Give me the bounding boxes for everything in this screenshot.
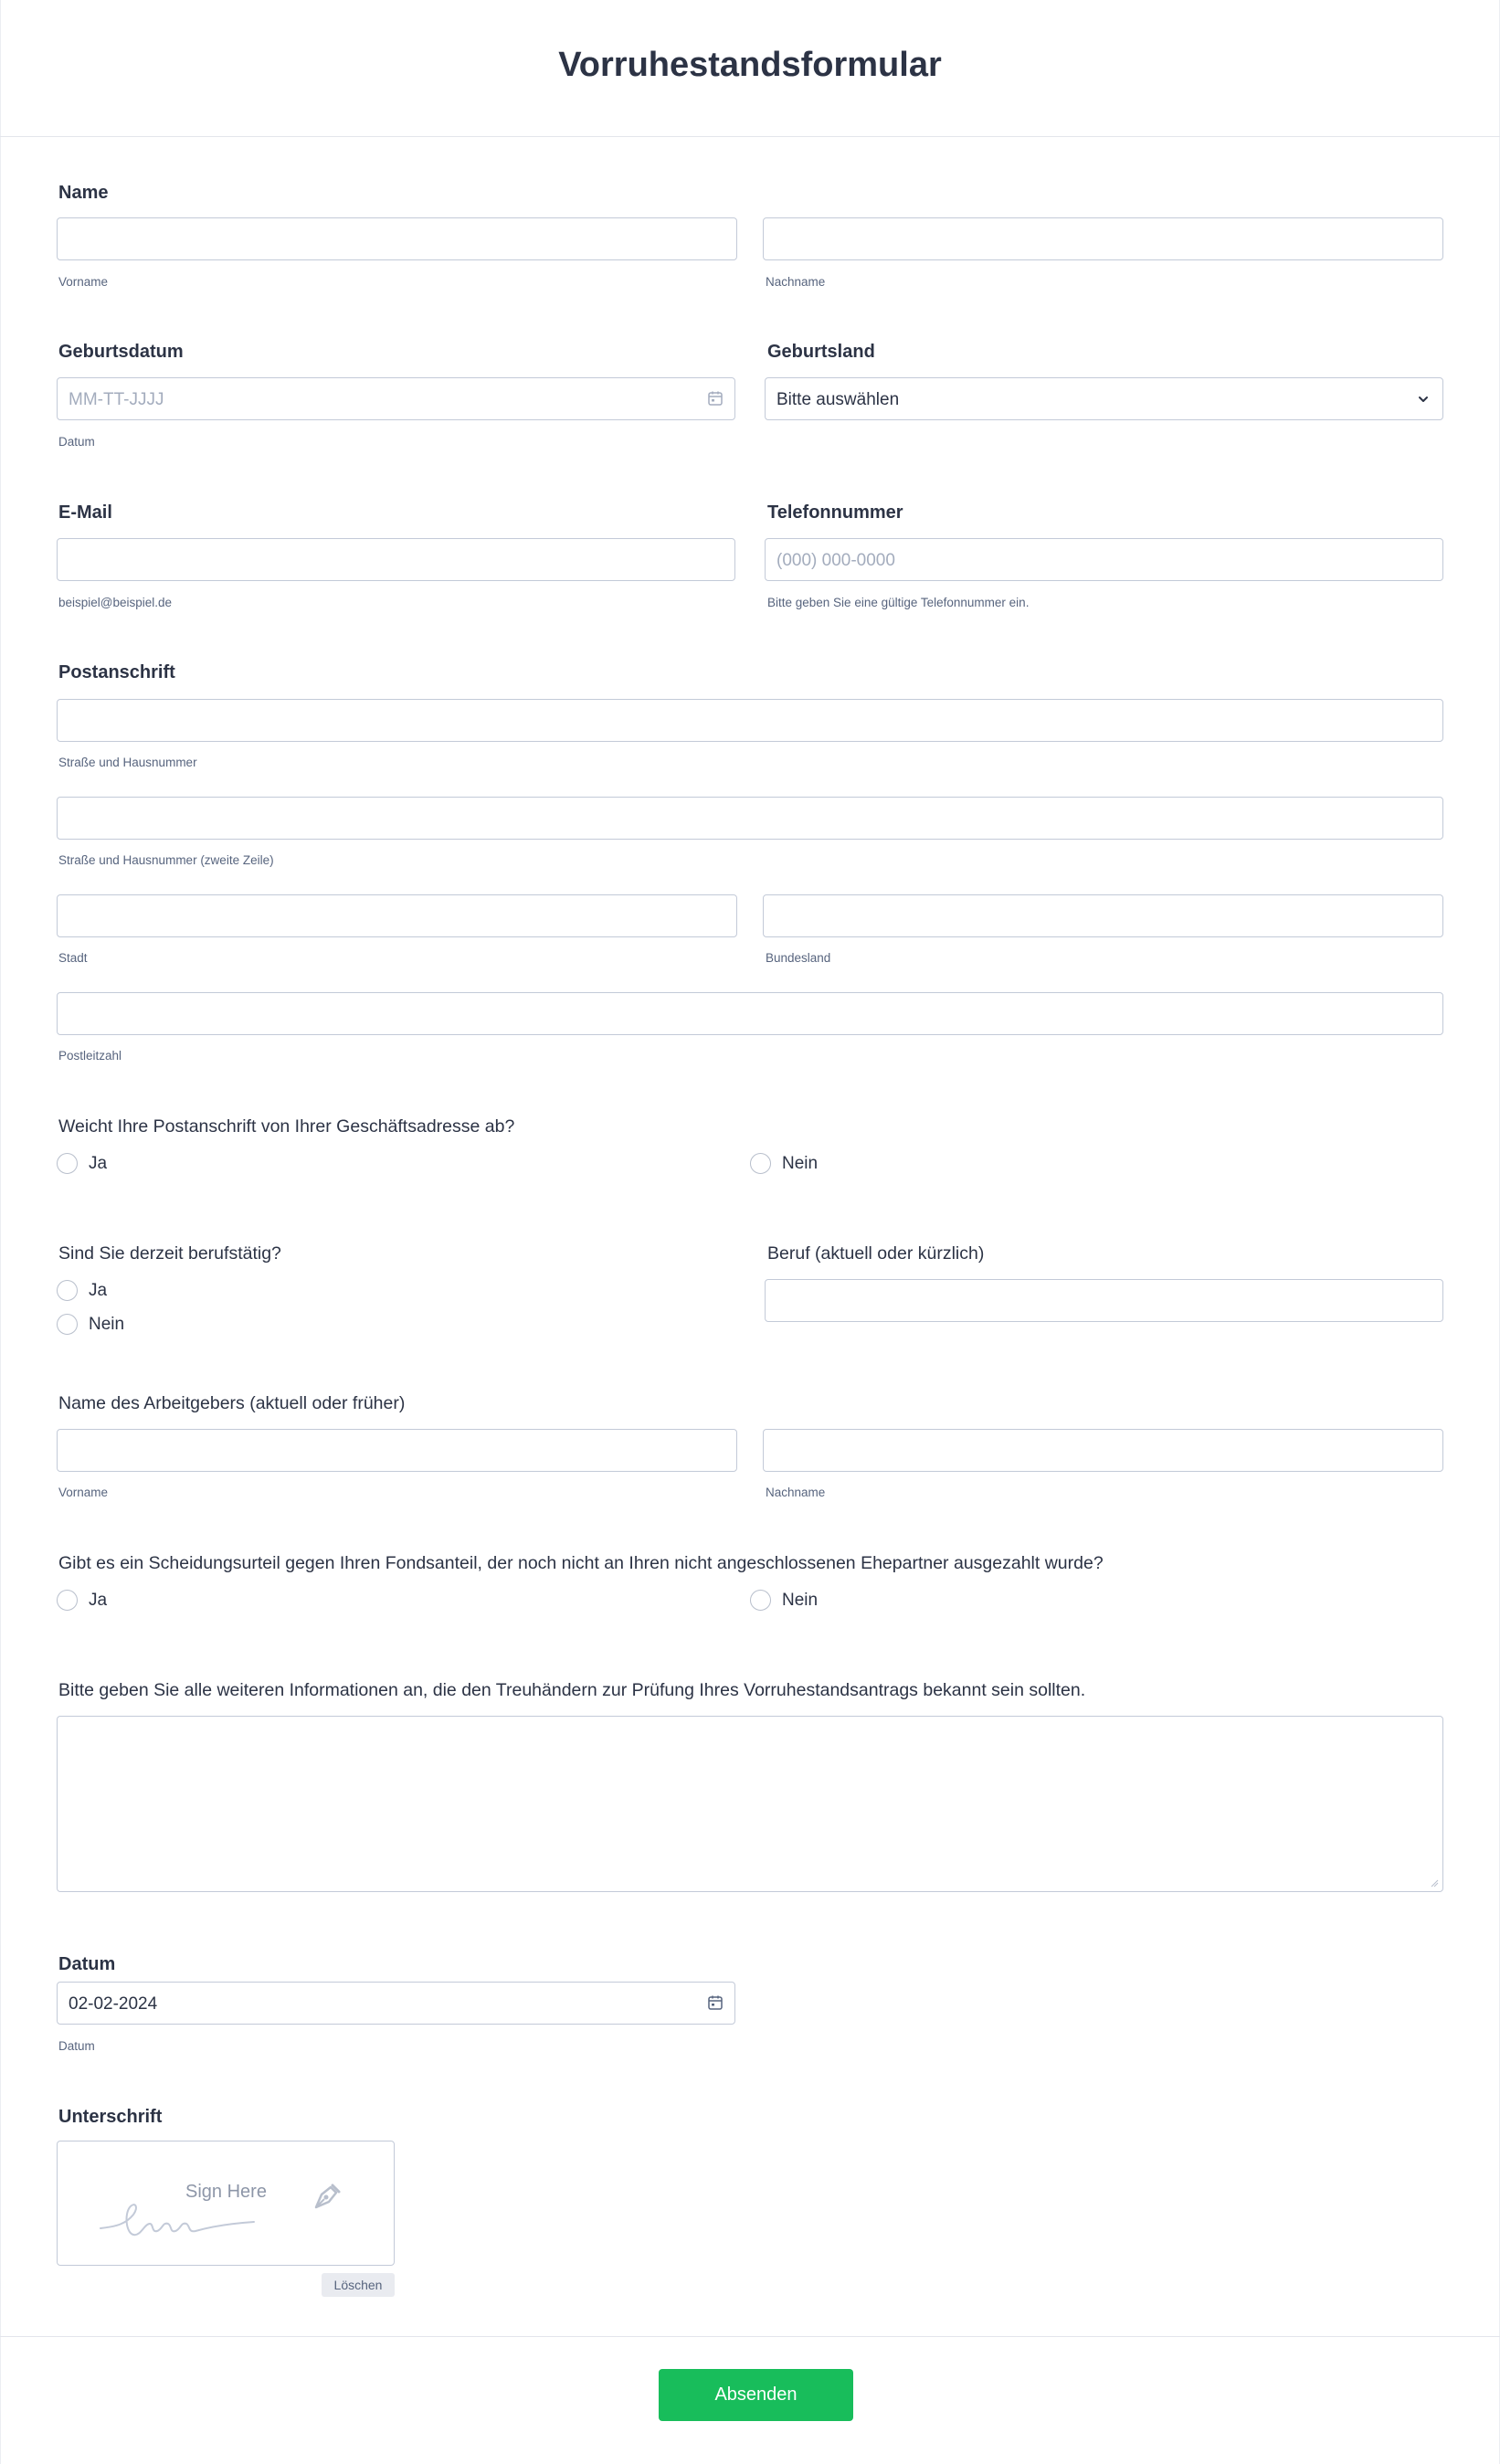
birth-date-placeholder: MM-TT-JJJJ bbox=[69, 390, 164, 409]
signature-placeholder: Sign Here bbox=[185, 2182, 267, 2202]
occupation-input[interactable] bbox=[765, 1279, 1443, 1322]
form-title: Vorruhestandsformular bbox=[558, 46, 942, 84]
radio-circle[interactable] bbox=[57, 1280, 78, 1301]
birth-date-input[interactable] bbox=[57, 377, 735, 420]
zip-input[interactable] bbox=[57, 992, 1443, 1035]
street-input[interactable] bbox=[57, 699, 1443, 742]
form-header bbox=[0, 0, 1500, 137]
radio-circle[interactable] bbox=[750, 1590, 771, 1611]
name-label: Name bbox=[58, 183, 109, 203]
street-sublabel: Straße und Hausnummer bbox=[58, 756, 197, 769]
date-sublabel: Datum bbox=[58, 2039, 95, 2053]
last-name-sublabel: Nachname bbox=[766, 275, 826, 289]
chevron-down-icon bbox=[1415, 391, 1431, 407]
radio-label: Ja bbox=[89, 1590, 108, 1610]
radio-label: Nein bbox=[782, 1153, 819, 1173]
employed-question: Sind Sie derzeit berufstätig? bbox=[58, 1243, 281, 1264]
radio-label: Nein bbox=[782, 1590, 819, 1610]
radio-circle[interactable] bbox=[57, 1314, 78, 1335]
employer-first-sublabel: Vorname bbox=[58, 1486, 109, 1499]
state-input[interactable] bbox=[763, 894, 1443, 937]
calendar-icon[interactable] bbox=[707, 390, 724, 407]
signature-pad[interactable] bbox=[57, 2141, 395, 2266]
resize-grip-icon[interactable] bbox=[1430, 1878, 1439, 1888]
submit-button[interactable]: Absenden bbox=[659, 2369, 853, 2421]
first-name-input[interactable] bbox=[57, 217, 737, 260]
signature-label: Unterschrift bbox=[58, 2107, 163, 2127]
last-name-input[interactable] bbox=[763, 217, 1443, 260]
city-sublabel: Stadt bbox=[58, 951, 88, 965]
birth-date-label: Geburtsdatum bbox=[58, 342, 184, 362]
email-input[interactable] bbox=[57, 538, 735, 581]
birth-country-select[interactable] bbox=[765, 377, 1443, 420]
email-sublabel: beispiel@beispiel.de bbox=[58, 596, 173, 609]
radio-circle[interactable] bbox=[57, 1153, 78, 1174]
radio-label: Ja bbox=[89, 1280, 108, 1300]
address-differs-no-radio[interactable] bbox=[750, 1153, 818, 1174]
employed-yes-radio[interactable] bbox=[57, 1280, 107, 1301]
occupation-label: Beruf (aktuell oder kürzlich) bbox=[767, 1243, 985, 1264]
city-input[interactable] bbox=[57, 894, 737, 937]
birth-country-selected: Bitte auswählen bbox=[776, 390, 900, 409]
employed-no-radio[interactable] bbox=[57, 1314, 124, 1335]
address-label: Postanschrift bbox=[58, 662, 175, 682]
radio-label: Nein bbox=[89, 1314, 125, 1334]
signature-scribble-icon bbox=[99, 2196, 281, 2242]
divorce-yes-radio[interactable] bbox=[57, 1590, 107, 1611]
address-differs-question: Weicht Ihre Postanschrift von Ihrer Geschäftsadresse ab? bbox=[58, 1116, 515, 1137]
additional-info-textarea[interactable] bbox=[57, 1716, 1443, 1892]
radio-circle[interactable] bbox=[57, 1590, 78, 1611]
email-label: E-Mail bbox=[58, 502, 112, 523]
clear-signature-button[interactable]: Löschen bbox=[322, 2273, 395, 2297]
birth-date-sublabel: Datum bbox=[58, 435, 95, 449]
address-differs-yes-radio[interactable] bbox=[57, 1153, 107, 1174]
additional-info-question: Bitte geben Sie alle weiteren Informationen an, die den Treuhändern zur Prüfung Ihres Vorruhestandsantrags bekannt sein sollten. bbox=[58, 1680, 1086, 1700]
employer-first-input[interactable] bbox=[57, 1429, 737, 1472]
calendar-icon[interactable] bbox=[707, 1994, 724, 2011]
date-value: 02-02-2024 bbox=[69, 1994, 158, 2014]
radio-circle[interactable] bbox=[750, 1153, 771, 1174]
zip-sublabel: Postleitzahl bbox=[58, 1049, 122, 1063]
street2-input[interactable] bbox=[57, 797, 1443, 840]
date-input[interactable] bbox=[57, 1982, 735, 2025]
birth-country-label: Geburtsland bbox=[767, 342, 875, 362]
employer-last-sublabel: Nachname bbox=[766, 1486, 826, 1499]
phone-input[interactable] bbox=[765, 538, 1443, 581]
state-sublabel: Bundesland bbox=[766, 951, 831, 965]
street2-sublabel: Straße und Hausnummer (zweite Zeile) bbox=[58, 853, 274, 867]
employer-last-input[interactable] bbox=[763, 1429, 1443, 1472]
radio-label: Ja bbox=[89, 1153, 108, 1173]
phone-placeholder: (000) 000-0000 bbox=[776, 551, 895, 570]
employer-label: Name des Arbeitgebers (aktuell oder früher) bbox=[58, 1393, 406, 1413]
divorce-question: Gibt es ein Scheidungsurteil gegen Ihren Fondsanteil, der noch nicht an Ihren nicht angeschlossenen Ehepartner ausgezahlt wurde? bbox=[58, 1553, 1104, 1573]
phone-label: Telefonnummer bbox=[767, 502, 903, 523]
phone-sublabel: Bitte geben Sie eine gültige Telefonnummer ein. bbox=[767, 596, 1030, 609]
pen-nib-icon bbox=[309, 2178, 345, 2215]
date-label: Datum bbox=[58, 1954, 116, 1974]
first-name-sublabel: Vorname bbox=[58, 275, 109, 289]
divorce-no-radio[interactable] bbox=[750, 1590, 818, 1611]
